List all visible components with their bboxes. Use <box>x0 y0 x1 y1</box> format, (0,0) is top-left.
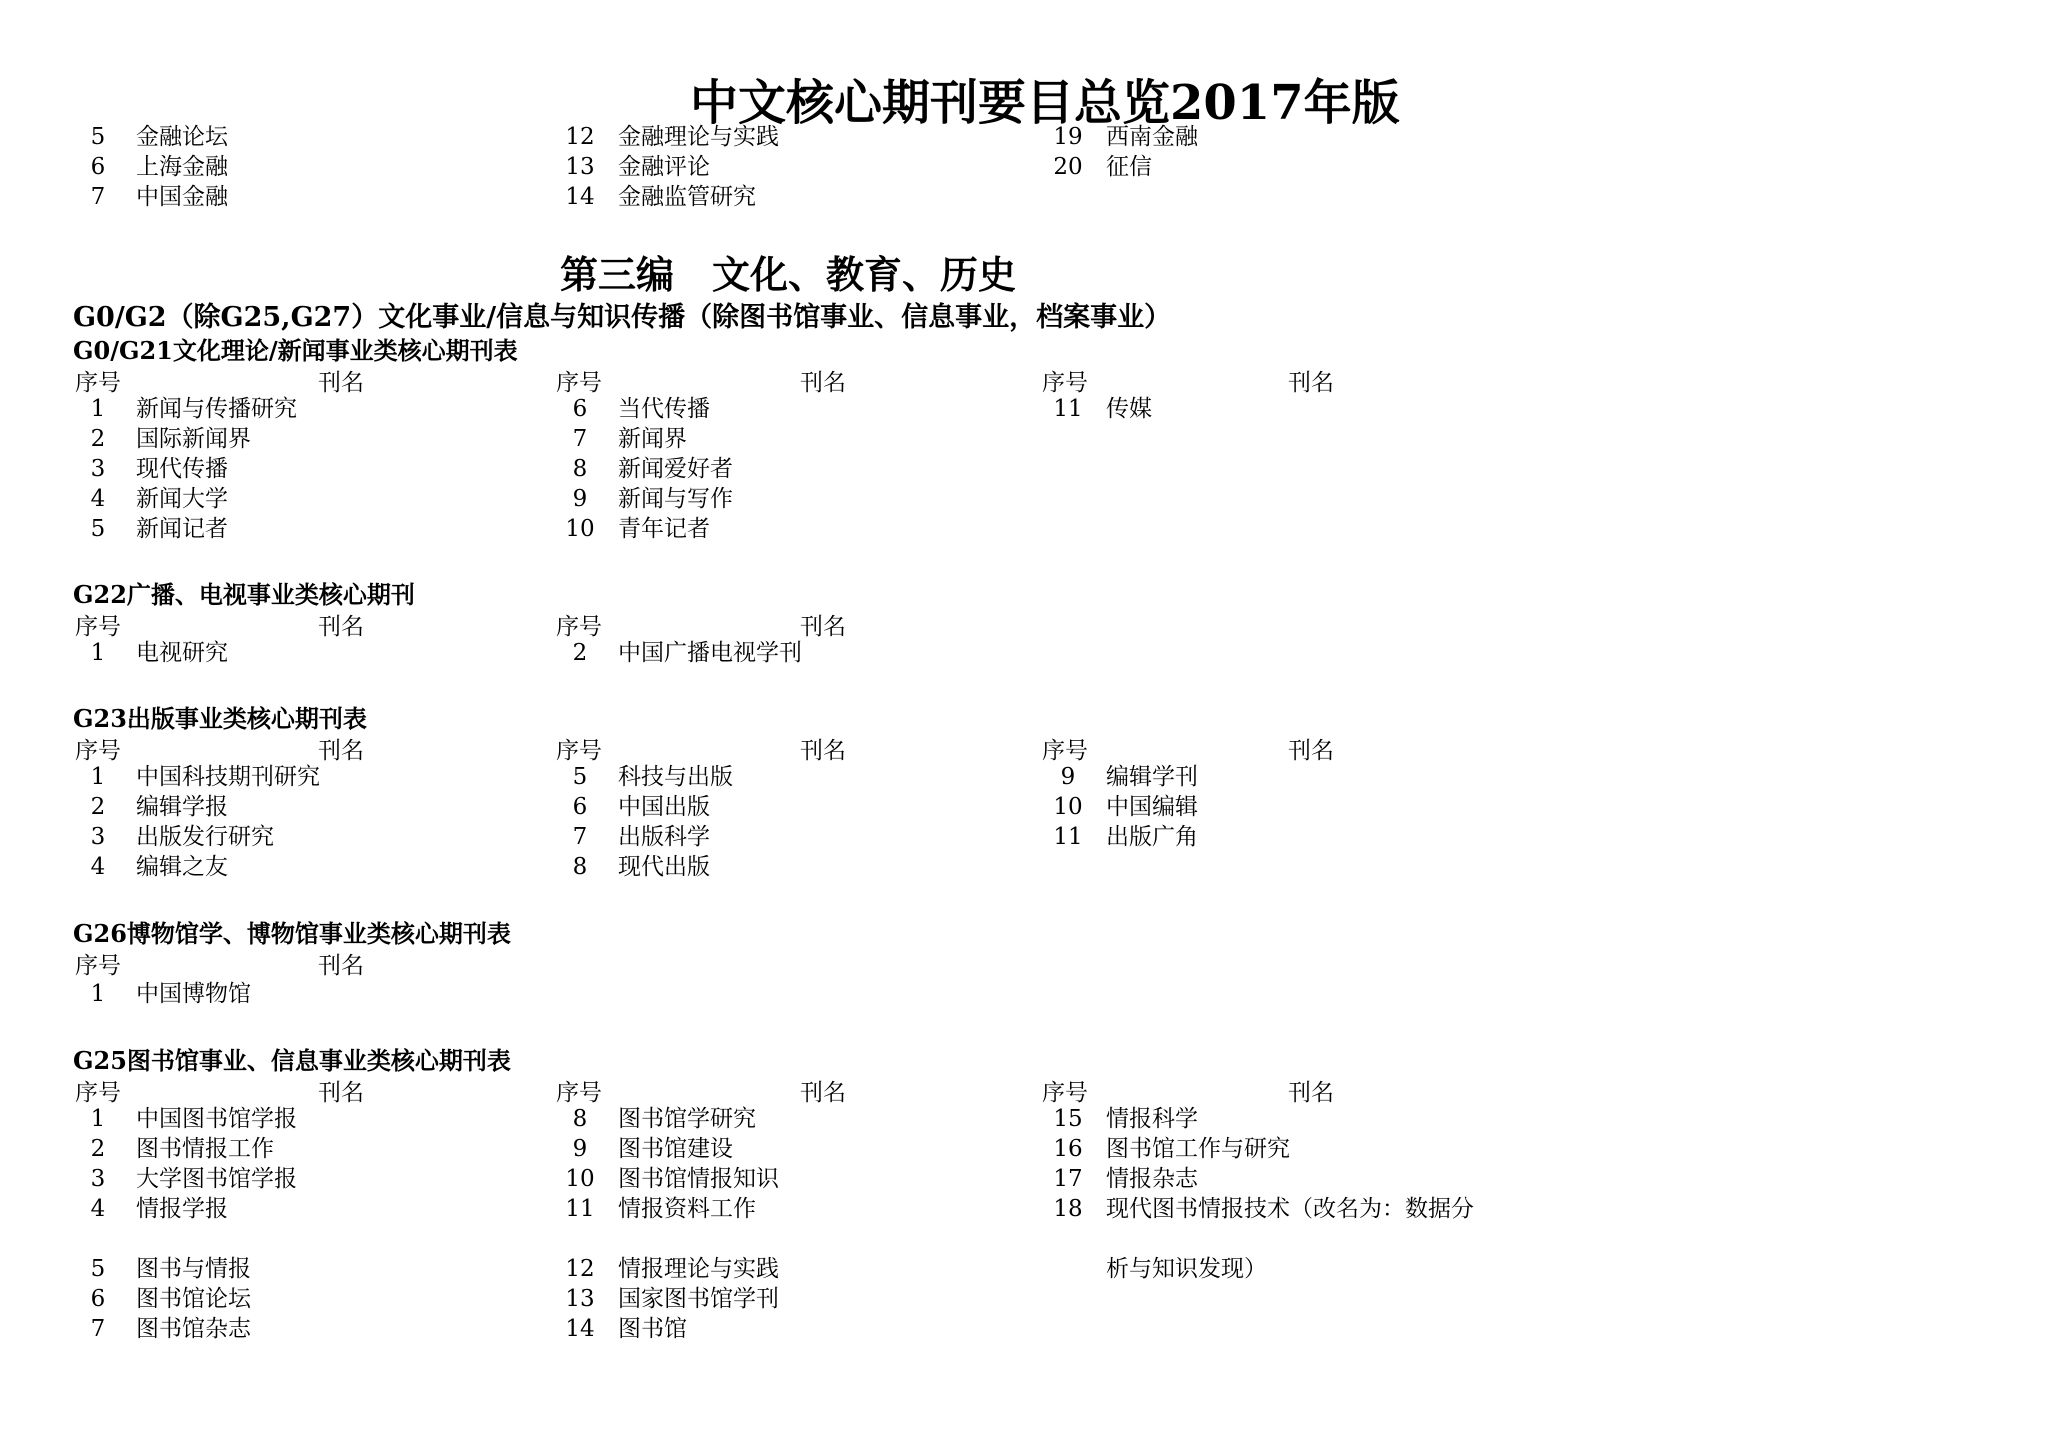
journal-number: 1 <box>90 981 106 1007</box>
journal-name: 大学图书馆学报 <box>136 1166 297 1192</box>
column-header-name: 刊名 <box>318 370 364 396</box>
journal-number: 2 <box>90 794 106 820</box>
journal-number: 1 <box>90 640 106 666</box>
category-heading: G0/G2（除G25,G27）文化事业/信息与知识传播（除图书馆事业、信息事业，档案事业） <box>73 302 1172 333</box>
section-title-g0-g21: G0/G21文化理论/新闻事业类核心期刊表 <box>73 336 518 365</box>
journal-name: 图书情报工作 <box>136 1136 274 1162</box>
column-header-number: 序号 <box>556 1080 602 1106</box>
section-title-g23: G23出版事业类核心期刊表 <box>73 704 367 733</box>
journal-number: 13 <box>565 1286 595 1312</box>
journal-number: 3 <box>90 824 106 850</box>
journal-name: 图书馆工作与研究 <box>1106 1136 1290 1162</box>
journal-name: 国际新闻界 <box>136 426 251 452</box>
journal-name: 新闻界 <box>618 426 687 452</box>
journal-name: 西南金融 <box>1106 124 1198 150</box>
journal-name: 金融论坛 <box>136 124 228 150</box>
journal-number: 6 <box>572 396 588 422</box>
journal-number: 10 <box>1053 794 1083 820</box>
journal-number: 13 <box>565 154 595 180</box>
journal-number: 18 <box>1053 1196 1083 1222</box>
section-title-g25: G25图书馆事业、信息事业类核心期刊表 <box>73 1046 511 1075</box>
journal-number: 14 <box>565 1316 595 1342</box>
journal-name: 出版广角 <box>1106 824 1198 850</box>
journal-name: 析与知识发现） <box>1106 1256 1267 1282</box>
journal-number: 2 <box>572 640 588 666</box>
journal-name: 电视研究 <box>136 640 228 666</box>
journal-name: 情报杂志 <box>1106 1166 1198 1192</box>
journal-number: 10 <box>565 1166 595 1192</box>
journal-name: 图书馆学研究 <box>618 1106 756 1132</box>
column-header-name: 刊名 <box>318 738 364 764</box>
column-header-name: 刊名 <box>1288 738 1334 764</box>
page-title: 中文核心期刊要目总览2017年版 <box>690 75 1400 131</box>
column-header-number: 序号 <box>1042 1080 1088 1106</box>
column-header-number: 序号 <box>556 738 602 764</box>
journal-name: 编辑之友 <box>136 854 228 880</box>
column-header-number: 序号 <box>75 738 121 764</box>
journal-number: 5 <box>572 764 588 790</box>
column-header-name: 刊名 <box>318 1080 364 1106</box>
column-header-number: 序号 <box>556 614 602 640</box>
journal-number: 6 <box>572 794 588 820</box>
column-header-number: 序号 <box>1042 370 1088 396</box>
journal-name: 图书馆情报知识 <box>618 1166 779 1192</box>
journal-number: 5 <box>90 1256 106 1282</box>
journal-number: 9 <box>572 1136 588 1162</box>
column-header-number: 序号 <box>1042 738 1088 764</box>
journal-name: 金融理论与实践 <box>618 124 779 150</box>
journal-name: 情报科学 <box>1106 1106 1198 1132</box>
journal-name: 中国编辑 <box>1106 794 1198 820</box>
journal-number: 16 <box>1053 1136 1083 1162</box>
journal-name: 现代图书情报技术（改名为：数据分 <box>1106 1196 1474 1222</box>
journal-number: 8 <box>572 456 588 482</box>
journal-name: 中国科技期刊研究 <box>136 764 320 790</box>
journal-name: 青年记者 <box>618 516 710 542</box>
journal-number: 11 <box>1053 396 1083 422</box>
journal-name: 图书馆 <box>618 1316 687 1342</box>
journal-number: 6 <box>90 154 106 180</box>
journal-name: 传媒 <box>1106 396 1152 422</box>
journal-number: 1 <box>90 1106 106 1132</box>
journal-number: 1 <box>90 396 106 422</box>
journal-number: 3 <box>90 1166 106 1192</box>
journal-number: 6 <box>90 1286 106 1312</box>
column-header-name: 刊名 <box>1288 370 1334 396</box>
journal-number: 12 <box>565 1256 595 1282</box>
journal-number: 8 <box>572 854 588 880</box>
journal-number: 2 <box>90 1136 106 1162</box>
journal-number: 9 <box>1060 764 1076 790</box>
column-header-number: 序号 <box>75 370 121 396</box>
journal-number: 5 <box>90 124 106 150</box>
section-title-g26: G26博物馆学、博物馆事业类核心期刊表 <box>73 919 511 948</box>
journal-name: 新闻记者 <box>136 516 228 542</box>
journal-name: 国家图书馆学刊 <box>618 1286 779 1312</box>
part-heading: 第三编 文化、教育、历史 <box>560 252 1017 297</box>
column-header-name: 刊名 <box>800 614 846 640</box>
journal-number: 19 <box>1053 124 1083 150</box>
journal-name: 新闻与传播研究 <box>136 396 297 422</box>
journal-number: 11 <box>565 1196 595 1222</box>
journal-name: 编辑学报 <box>136 794 228 820</box>
column-header-number: 序号 <box>556 370 602 396</box>
journal-name: 出版发行研究 <box>136 824 274 850</box>
journal-name: 新闻与写作 <box>618 486 733 512</box>
journal-name: 情报理论与实践 <box>618 1256 779 1282</box>
journal-number: 14 <box>565 184 595 210</box>
journal-name: 图书馆杂志 <box>136 1316 251 1342</box>
column-header-number: 序号 <box>75 614 121 640</box>
section-title-g22: G22广播、电视事业类核心期刊 <box>73 580 415 609</box>
journal-number: 8 <box>572 1106 588 1132</box>
journal-name: 新闻爱好者 <box>618 456 733 482</box>
journal-name: 当代传播 <box>618 396 710 422</box>
journal-number: 2 <box>90 426 106 452</box>
journal-number: 11 <box>1053 824 1083 850</box>
journal-number: 15 <box>1053 1106 1083 1132</box>
journal-number: 7 <box>90 1316 106 1342</box>
journal-name: 中国金融 <box>136 184 228 210</box>
journal-name: 情报资料工作 <box>618 1196 756 1222</box>
journal-name: 中国广播电视学刊 <box>618 640 802 666</box>
journal-name: 中国博物馆 <box>136 981 251 1007</box>
column-header-name: 刊名 <box>800 1080 846 1106</box>
journal-number: 9 <box>572 486 588 512</box>
journal-name: 出版科学 <box>618 824 710 850</box>
journal-name: 上海金融 <box>136 154 228 180</box>
journal-number: 10 <box>565 516 595 542</box>
journal-name: 科技与出版 <box>618 764 733 790</box>
journal-name: 金融监管研究 <box>618 184 756 210</box>
journal-number: 4 <box>90 1196 106 1222</box>
column-header-name: 刊名 <box>800 370 846 396</box>
journal-name: 图书馆论坛 <box>136 1286 251 1312</box>
journal-number: 4 <box>90 486 106 512</box>
journal-number: 4 <box>90 854 106 880</box>
journal-number: 20 <box>1053 154 1083 180</box>
journal-name: 中国出版 <box>618 794 710 820</box>
journal-name: 情报学报 <box>136 1196 228 1222</box>
journal-number: 3 <box>90 456 106 482</box>
journal-number: 1 <box>90 764 106 790</box>
column-header-number: 序号 <box>75 1080 121 1106</box>
column-header-number: 序号 <box>75 953 121 979</box>
journal-name: 征信 <box>1106 154 1152 180</box>
column-header-name: 刊名 <box>800 738 846 764</box>
column-header-name: 刊名 <box>318 614 364 640</box>
journal-name: 金融评论 <box>618 154 710 180</box>
journal-name: 现代出版 <box>618 854 710 880</box>
column-header-name: 刊名 <box>1288 1080 1334 1106</box>
column-header-name: 刊名 <box>318 953 364 979</box>
journal-number: 7 <box>572 824 588 850</box>
journal-name: 编辑学刊 <box>1106 764 1198 790</box>
journal-name: 图书与情报 <box>136 1256 251 1282</box>
journal-name: 图书馆建设 <box>618 1136 733 1162</box>
journal-name: 现代传播 <box>136 456 228 482</box>
journal-number: 17 <box>1053 1166 1083 1192</box>
journal-number: 5 <box>90 516 106 542</box>
journal-name: 新闻大学 <box>136 486 228 512</box>
journal-name: 中国图书馆学报 <box>136 1106 297 1132</box>
journal-number: 12 <box>565 124 595 150</box>
journal-number: 7 <box>572 426 588 452</box>
journal-number: 7 <box>90 184 106 210</box>
